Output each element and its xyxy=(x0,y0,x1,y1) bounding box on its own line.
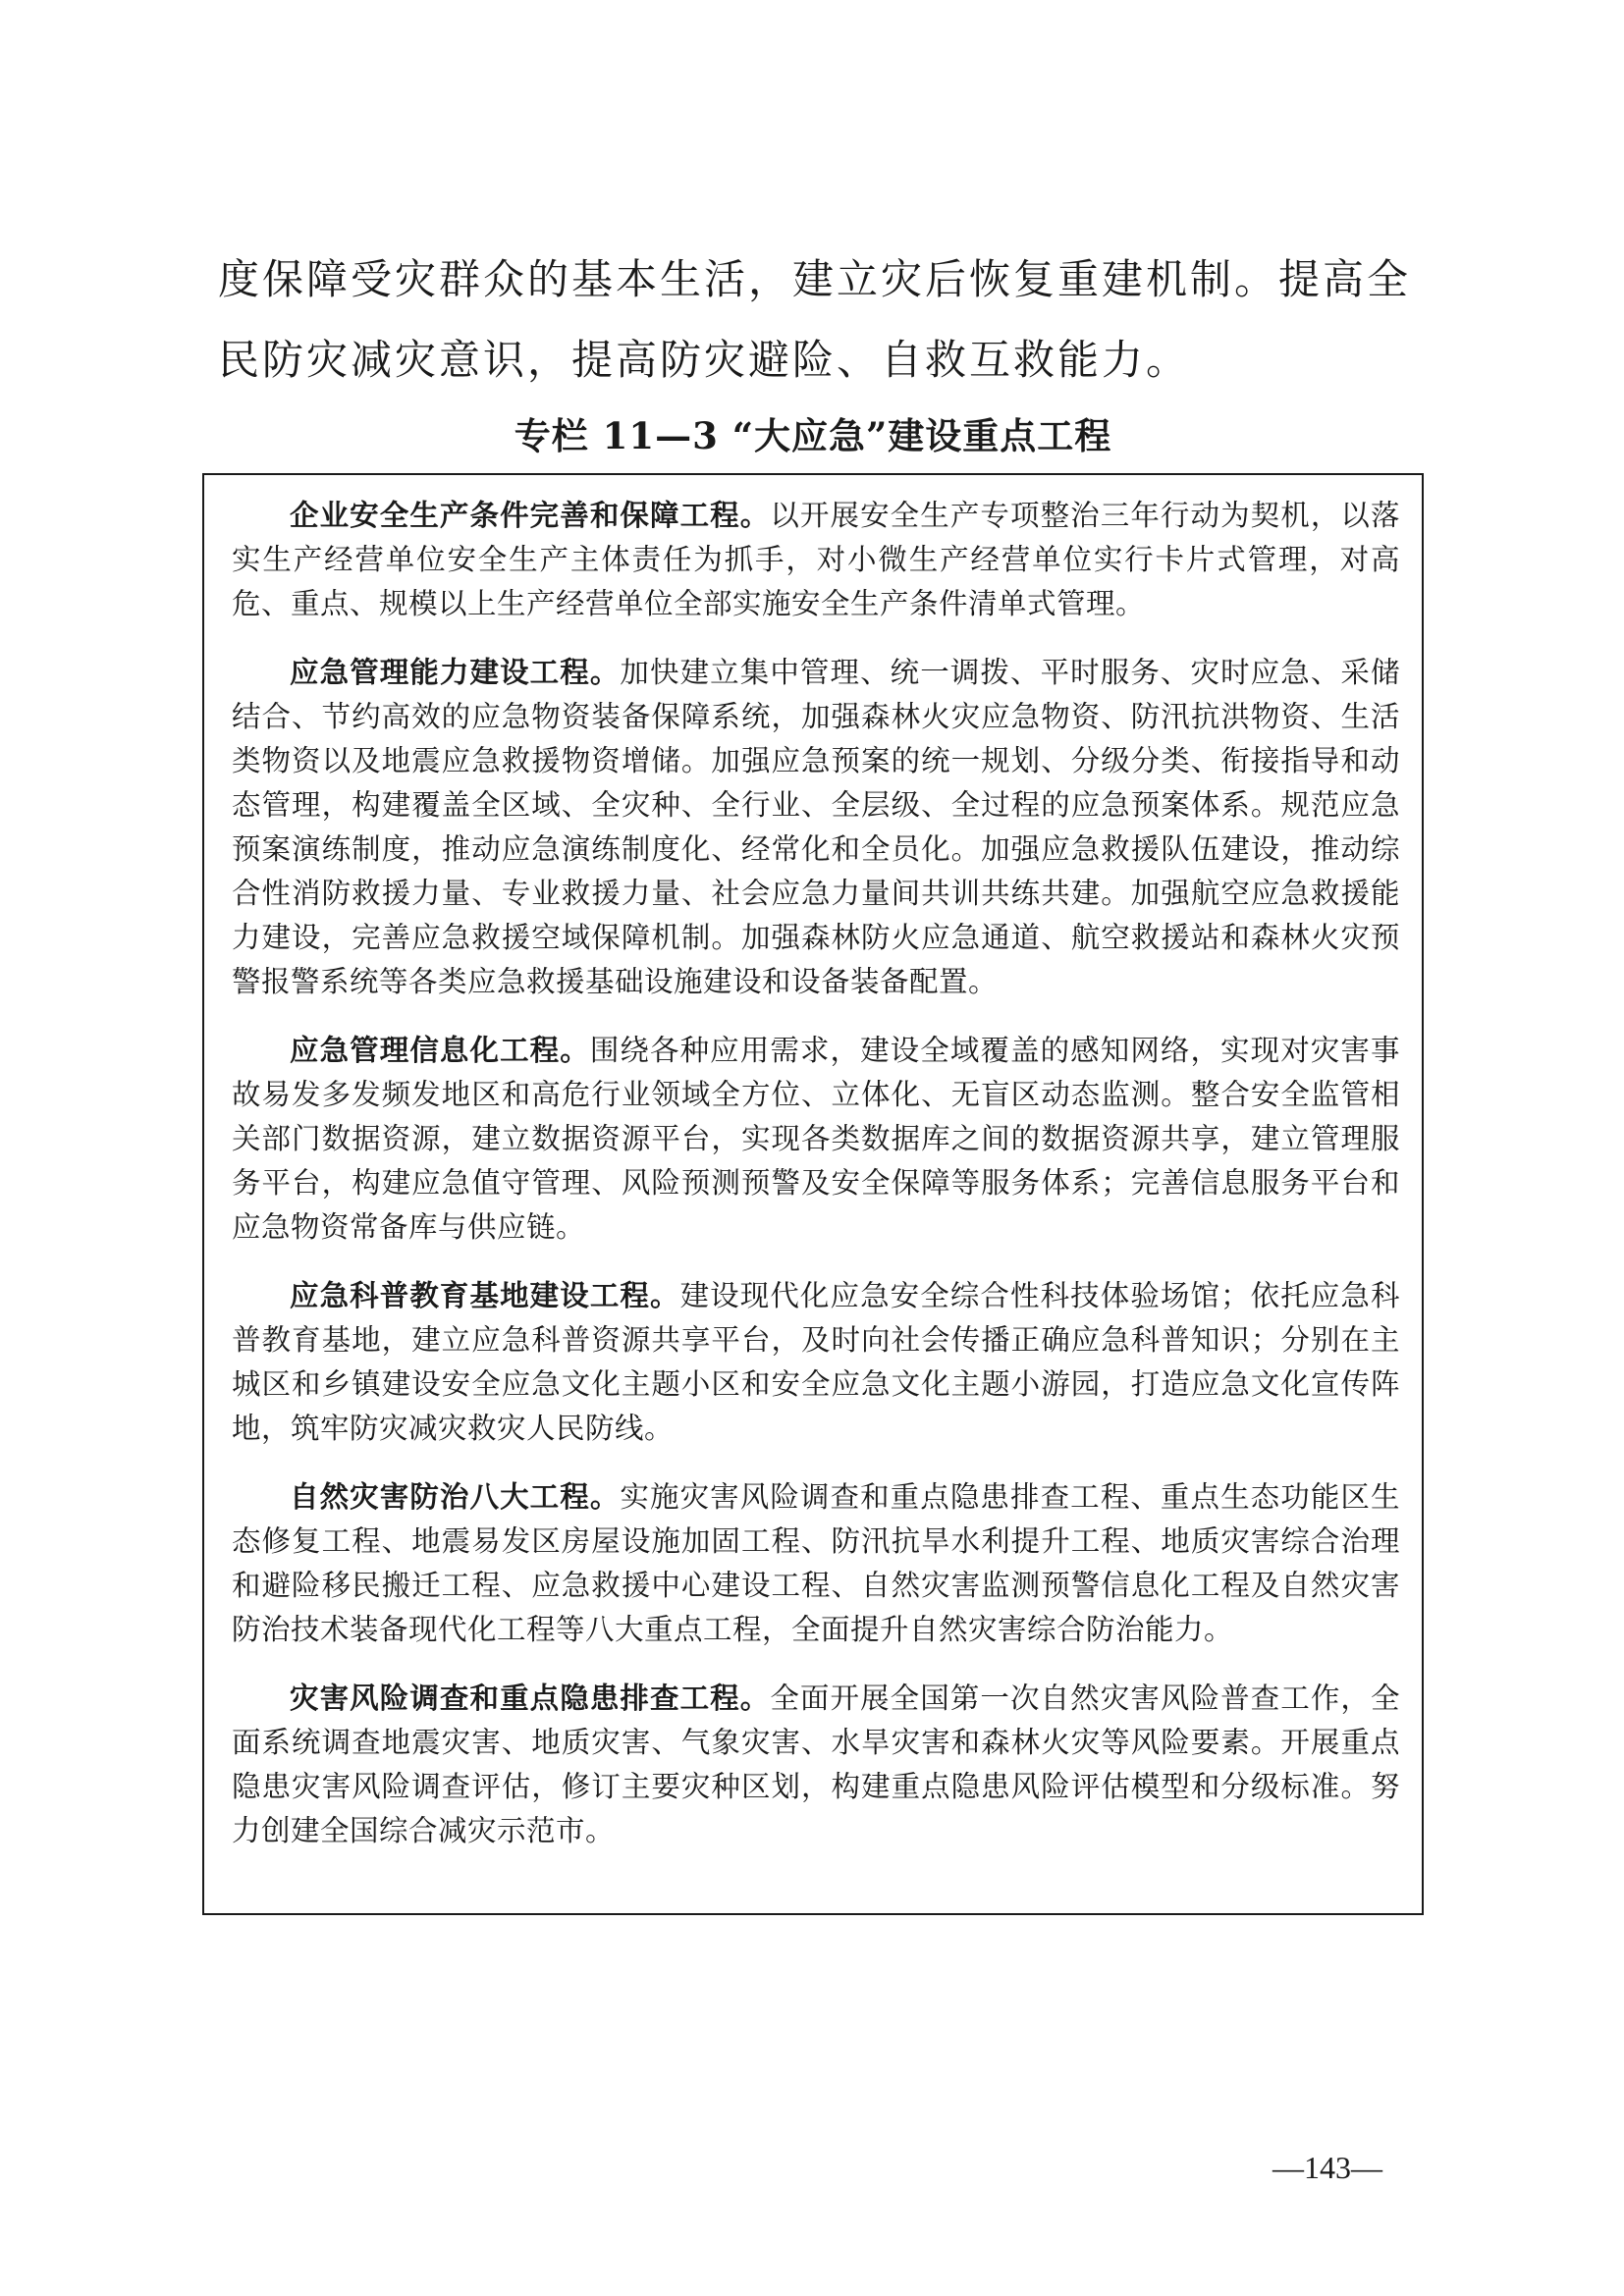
box-item-text: 实施灾害风险调查和重点隐患排查工程、重点生态功能区生态修复工程、地震易发区房屋设施加固工程、防汛抗旱水利提升工程、地质灾害综合治理和避险移民搬迁工程、应急救援中心建设工程、自然灾害监测预警信息化工程及自然灾害防治技术装备现代化工程等八大重点工程，全面提升自然灾害综合防治能力。 xyxy=(232,1480,1400,1646)
intro-line: 度保障受灾群众的基本生活，建立灾后恢复重建机制。提高全 xyxy=(218,255,1412,303)
box-item xyxy=(232,493,1400,626)
box-item-text: 以开展安全生产专项整治三年行动为契机，以落实生产经营单位安全生产主体责任为抓手，对小微生产经营单位实行卡片式管理，对高危、重点、规模以上生产经营单位全部实施安全生产条件清单式管理。 xyxy=(232,499,1400,620)
box-item-text: 加快建立集中管理、统一调拨、平时服务、灾时应急、采储结合、节约高效的应急物资装备保障系统，加强森林火灾应急物资、防汛抗洪物资、生活类物资以及地震应急救援物资增储。加强应急预案的统一规划、分级分类、衔接指导和动态管理，构建覆盖全区域、全灾种、全行业、全层级、全过程的应急预案体系。规范应急预案演练制度，推动应急演练制度化、经常化和全员化。加强应急救援队伍建设，推动综合性消防救援力量、专业救援力量、社会应急力量间共训共练共建。加强航空应急救援能力建设，完善应急救援空域保障机制。加强森林防火应急通道、航空救援站和森林火灾预警报警系统等各类应急救援基础设施建设和设备装备配置。 xyxy=(232,656,1400,998)
box-item-lead: 应急管理能力建设工程。 xyxy=(290,655,621,689)
box-item-lead: 应急科普教育基地建设工程。 xyxy=(290,1278,680,1312)
box-item-text: 全面开展全国第一次自然灾害风险普查工作，全面系统调查地震灾害、地质灾害、气象灾害、水旱灾害和森林火灾等风险要素。开展重点隐患灾害风险调查评估，修订主要灾种区划，构建重点隐患风险评估模型和分级标准。努力创建全国综合减灾示范市。 xyxy=(232,1682,1400,1847)
feature-box xyxy=(202,473,1424,1915)
box-item-lead: 应急管理信息化工程。 xyxy=(290,1033,590,1067)
box-item xyxy=(232,1676,1400,1853)
box-item-text: 围绕各种应用需求，建设全域覆盖的感知网络，实现对灾害事故易发多发频发地区和高危行业领域全方位、立体化、无盲区动态监测。整合安全监管相关部门数据资源，建立数据资源平台，实现各类数据库之间的数据资源共享，建立管理服务平台，构建应急值守管理、风险预测预警及安全保障等服务体系；完善信息服务平台和应急物资常备库与供应链。 xyxy=(232,1034,1400,1244)
box-item-text: 建设现代化应急安全综合性科技体验场馆；依托应急科普教育基地，建立应急科普资源共享平台，及时向社会传播正确应急科普知识；分别在主城区和乡镇建设安全应急文化主题小区和安全应急文化主题小游园，打造应急文化宣传阵地，筑牢防灾减灾救灾人民防线。 xyxy=(232,1279,1400,1445)
box-item xyxy=(232,1028,1400,1250)
box-item xyxy=(232,650,1400,1004)
box-item-lead: 企业安全生产条件完善和保障工程。 xyxy=(290,498,771,532)
box-item xyxy=(232,1474,1400,1652)
box-title: 专栏 11—3 “大应急”建设重点工程 xyxy=(514,414,1112,457)
box-item-lead: 灾害风险调查和重点隐患排查工程。 xyxy=(290,1681,771,1715)
page-number: —143— xyxy=(1272,2150,1382,2185)
intro-paragraph xyxy=(218,240,1414,400)
box-item-lead: 自然灾害防治八大工程。 xyxy=(290,1479,621,1514)
box-item xyxy=(232,1273,1400,1451)
intro-line: 民防灾减灾意识，提高防灾避险、自救互救能力。 xyxy=(218,336,1191,384)
